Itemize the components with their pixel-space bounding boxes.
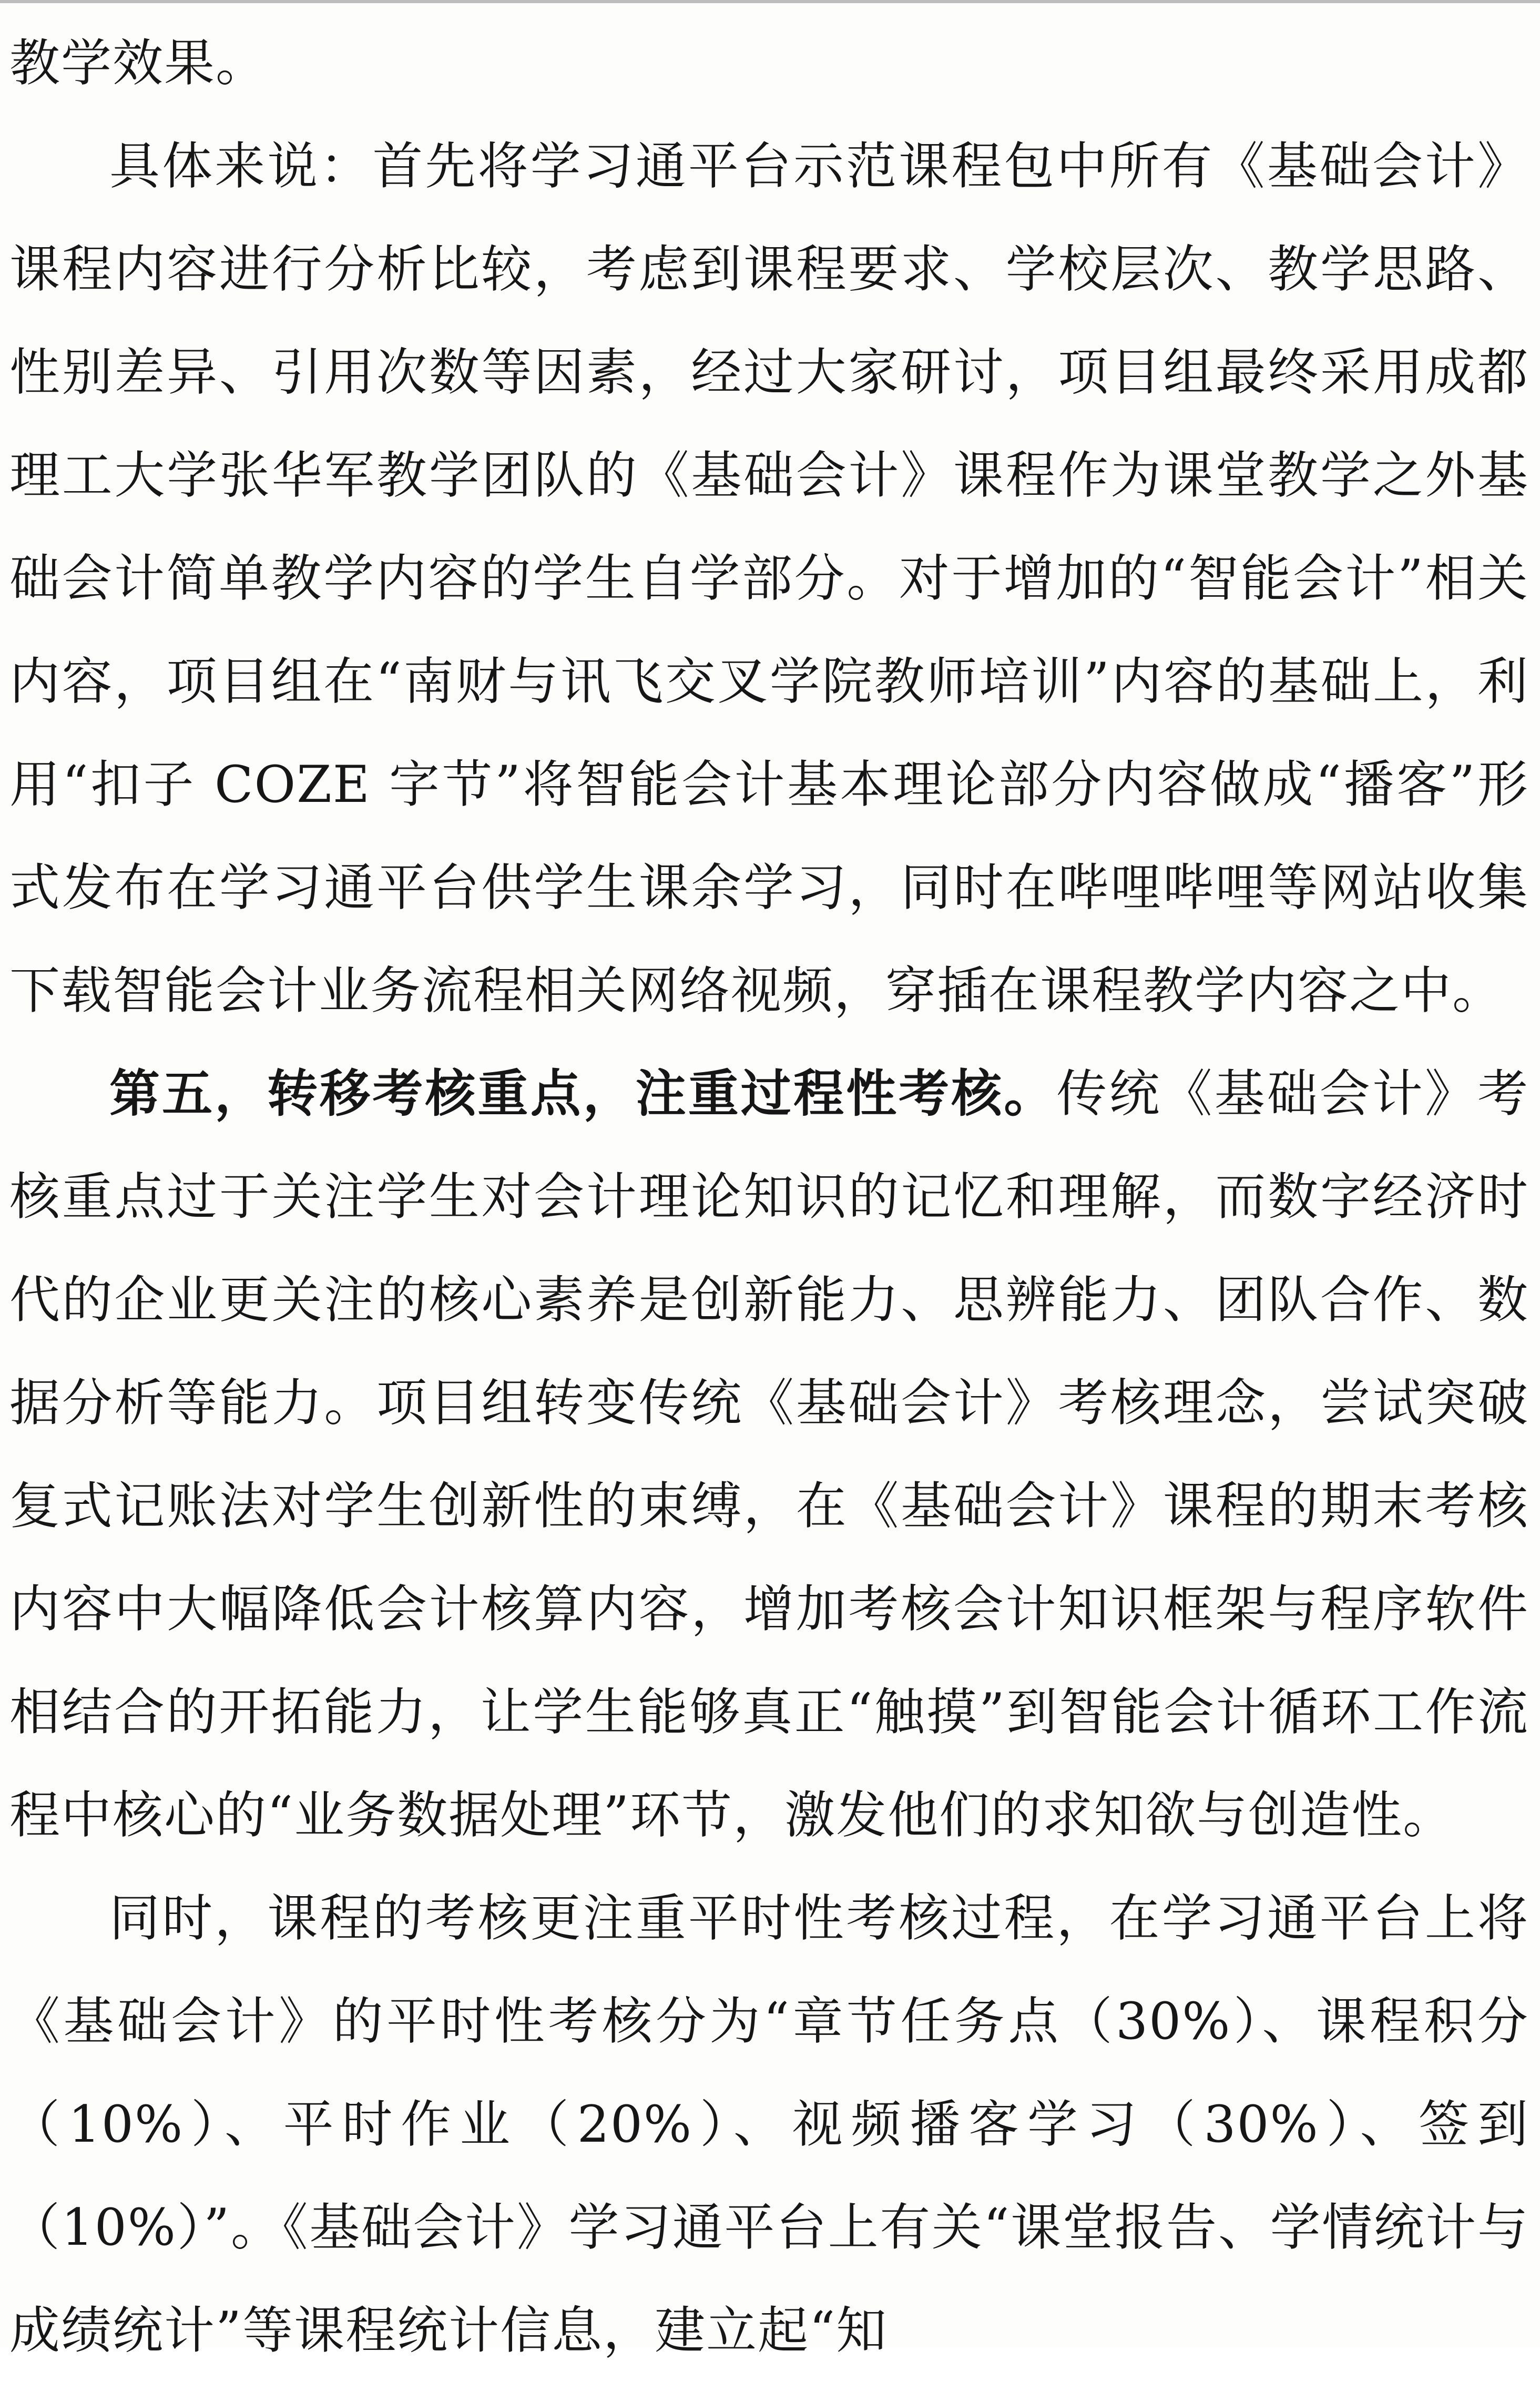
- body-text: [9, 12, 1529, 2382]
- paragraph-fifth-point: [9, 1042, 1529, 1867]
- top-edge-rule: [0, 0, 1540, 3]
- paragraph-specific-approach: 具体来说：首先将学习通平台示范课程包中所有《基础会计》课程内容进行分析比较，考虑到课程要求、学校层次、教学思路、性别差异、引用次数等因素，经过大家研讨，项目组最终采用成都理工大学张华军教学团队的《基础会计》课程作为课堂教学之外基础会计简单教学内容的学生自学部分。对于增加的“智能会计”相关内容，项目组在“南财与讯飞交叉学院教师培训”内容的基础上，利用“扣子 COZE 字节”将智能会计基本理论部分内容做成“播客”形式发布在学习通平台供学生课余学习，同时在哔哩哔哩等网站收集下载智能会计业务流程相关网络视频，穿插在课程教学内容之中。: [9, 137, 1529, 1020]
- paragraph-fifth-body: 传统《基础会计》考核重点过于关注学生对会计理论知识的记忆和理解，而数字经济时代的企业更关注的核心素养是创新能力、思辨能力、团队合作、数据分析等能力。项目组转变传统《基础会计》考核理念，尝试突破复式记账法对学生创新性的束缚，在《基础会计》课程的期末考核内容中大幅降低会计核算内容，增加考核会计知识框架与程序软件相结合的开拓能力，让学生能够真正“触摸”到智能会计循环工作流程中核心的“业务数据处理”环节，激发他们的求知欲与创造性。: [9, 1064, 1529, 1845]
- paragraph-continued: 教学效果。: [9, 34, 267, 93]
- paragraph-meanwhile: 同时，课程的考核更注重平时性考核过程，在学习通平台上将《基础会计》的平时性考核分为“章节任务点（30%）、课程积分（10%）、平时作业（20%）、视频播客学习（30%）、签到（10%）”。《基础会计》学习通平台上有关“课堂报告、学情统计与成绩统计”等课程统计信息，建立起“知: [9, 1889, 1529, 2360]
- paragraph-fifth-heading: 第五，转移考核重点，注重过程性考核。: [109, 1064, 1057, 1123]
